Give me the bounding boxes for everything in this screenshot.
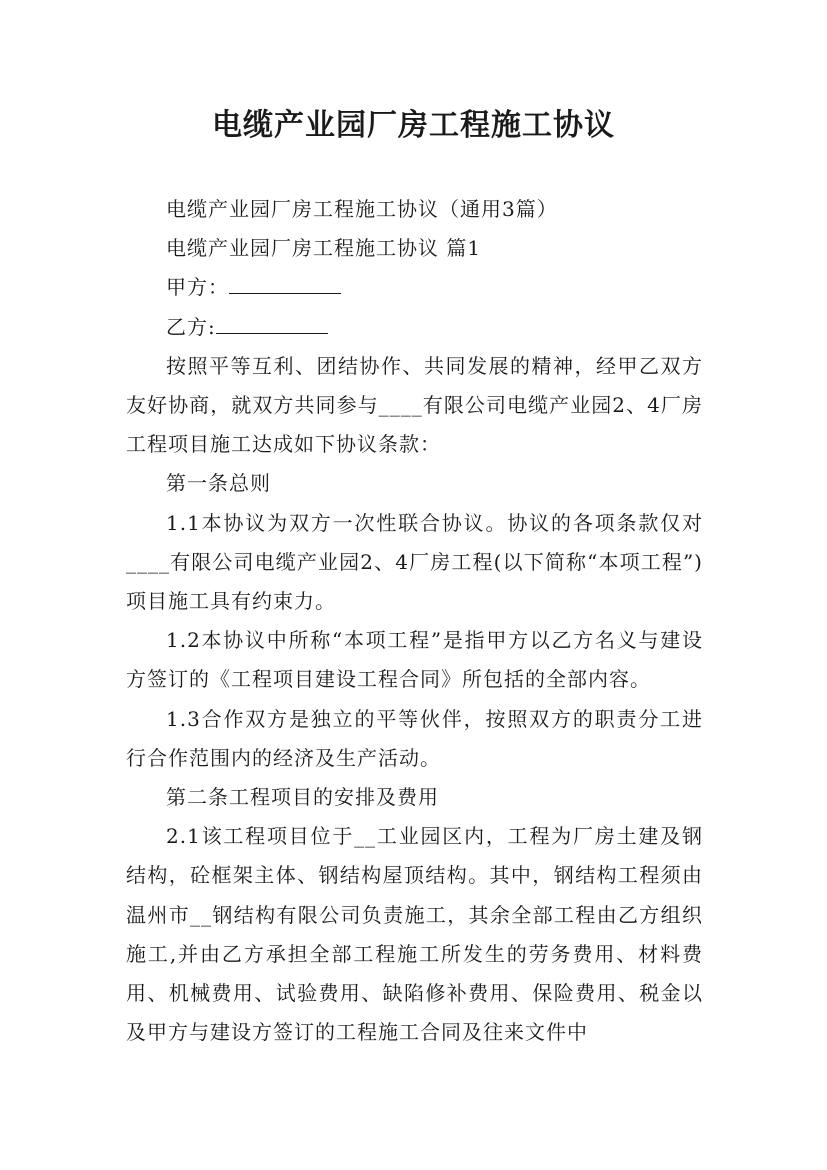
article-1-heading: 第一条总则 [166,471,271,496]
document-body [126,190,703,1052]
party-a-blank [229,271,341,294]
article-2-heading: 第二条工程项目的安排及费用 [166,785,439,810]
clause-1-2: 1.2本协议中所称“本项工程”是指甲方以乙方名义与建设方签订的《工程项目建设工程合同》所包括的全部内容。 [126,628,703,692]
clause-2-1: 2.1该工程项目位于__工业园区内，工程为厂房土建及钢结构，砼框架主体、钢结构屋顶结构。其中，钢结构工程须由温州市__钢结构有限公司负责施工，其余全部工程由乙方组织施工,并由乙方承担全部工程施工所发生的劳务费用、材料费用、机械费用、试验费用、缺陷修补费用、保险费用、税金以及甲方与建设方签订的工程施工合同及往来文件中 [126,824,703,1045]
clause-1-3: 1.3合作双方是独立的平等伙伴，按照双方的职责分工进行合作范围内的经济及生产活动。 [126,706,703,770]
party-a-label: 甲方： [166,275,229,300]
subtitle-line: 电缆产业园厂房工程施工协议（通用3篇） [166,197,558,221]
party-b-blank [216,311,328,334]
part-heading: 电缆产业园厂房工程施工协议 篇1 [166,236,482,261]
party-b-line [126,308,703,347]
party-b-label: 乙方: [166,314,216,339]
intro-paragraph: 按照平等互利、团结协作、共同发展的精神，经甲乙双方友好协商，就双方共同参与____有限公司电缆产业园2、4厂房工程项目施工达成如下协议条款： [126,353,703,457]
clause-1-1: 1.1本协议为双方一次性联合协议。协议的各项条款仅对____有限公司电缆产业园2、4厂房工程(以下简称“本项工程”)项目施工具有约束力。 [126,510,703,614]
party-a-line [126,268,703,307]
document-title: 电缆产业园厂房工程施工协议 [212,108,615,143]
